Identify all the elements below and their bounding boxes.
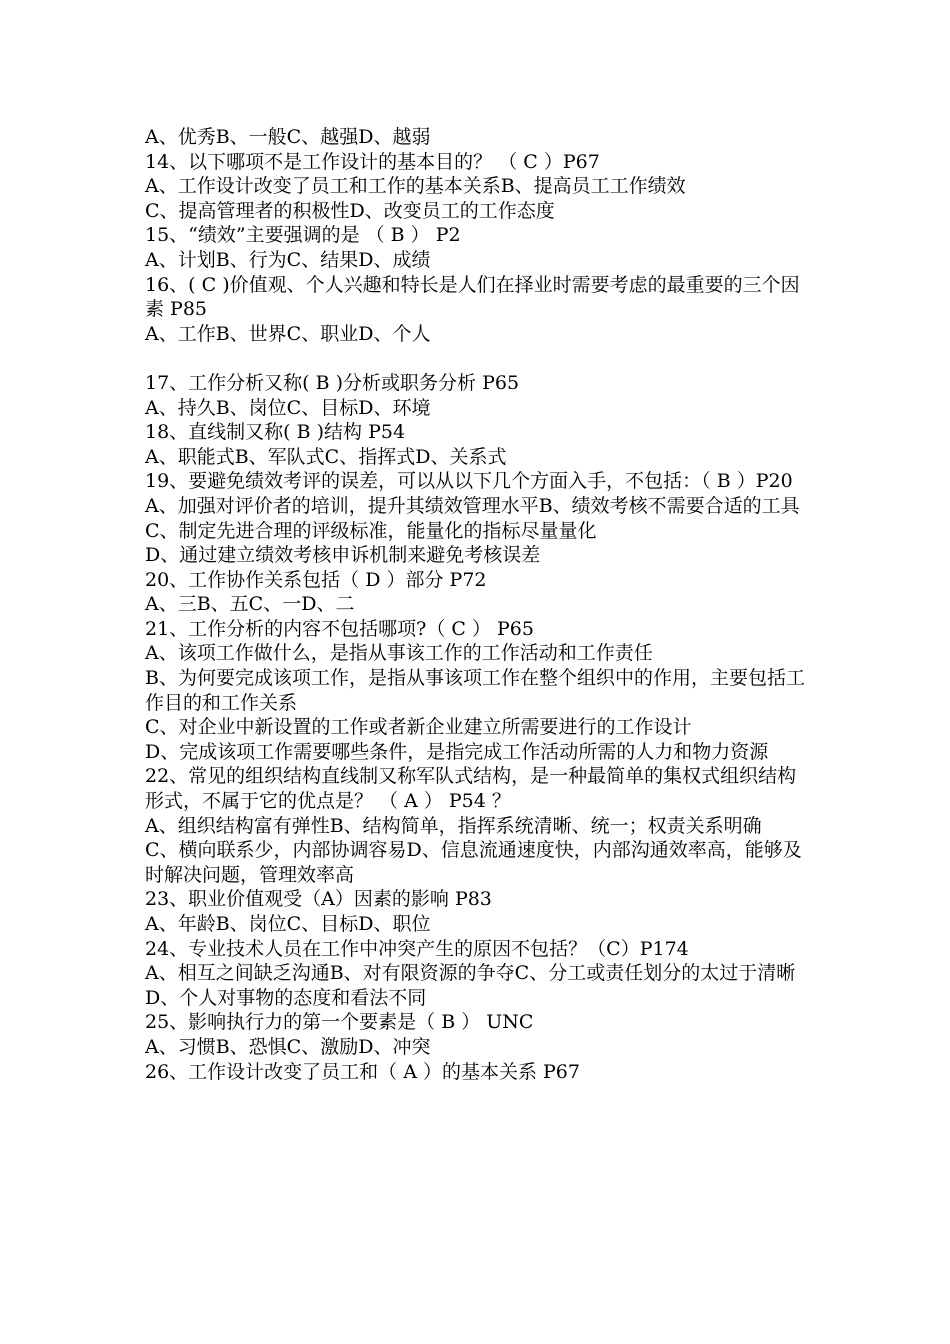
option-line: A、该项工作做什么，是指从事该工作的工作活动和工作责任 (145, 642, 653, 665)
option-line: A、工作B、世界C、职业D、个人 (145, 322, 431, 345)
question-19: 19、要避免绩效考评的误差，可以从以下几个方面入手，不包括：（ B ）P20 (145, 470, 793, 493)
option-line: A、相互之间缺乏沟通B、对有限资源的争夺C、分工或责任划分的太过于清晰 (145, 962, 796, 985)
option-line: D、完成该项工作需要哪些条件，是指完成工作活动所需的人力和物力资源 (145, 740, 769, 763)
option-line: C、制定先进合理的评级标准，能量化的指标尽量量化 (145, 519, 597, 542)
question-26: 26、工作设计改变了员工和（ A ）的基本关系 P67 (145, 1060, 580, 1083)
question-24: 24、专业技术人员在工作中冲突产生的原因不包括？（C）P174 (145, 937, 689, 960)
question-21: 21、工作分析的内容不包括哪项?（ C ） P65 (145, 617, 534, 640)
option-line: A、优秀B、一般C、越强D、越弱 (145, 126, 431, 148)
question-25: 25、影响执行力的第一个要素是（ B ） UNC (145, 1011, 534, 1034)
question-20: 20、工作协作关系包括（ D ）部分 P72 (145, 568, 487, 591)
option-line: D、通过建立绩效考核申诉机制来避免考核误差 (145, 544, 541, 567)
question-23: 23、职业价值观受（A）因素的影响 P83 (145, 888, 492, 911)
option-line: C、对企业中新设置的工作或者新企业建立所需要进行的工作设计 (145, 716, 692, 739)
option-line: A、年龄B、岗位C、目标D、职位 (145, 913, 431, 935)
option-line: A、职能式B、军队式C、指挥式D、关系式 (145, 445, 507, 468)
question-15: 15、“绩效”主要强调的是 （ B ） P2 (145, 224, 461, 247)
option-line: A、持久B、岗位C、目标D、环境 (145, 396, 431, 419)
option-line: A、三B、五C、一D、二 (145, 593, 355, 616)
option-line: B、为何要完成该项工作，是指从事该项工作在整个组织中的作用，主要包括工作目的和工作关系 (145, 667, 805, 714)
question-14: 14、以下哪项不是工作设计的基本目的？ （ C ）P67 (145, 150, 600, 173)
question-16: 16、( C )价值观、个人兴趣和特长是人们在择业时需要考虑的最重要的三个因素 P85 (145, 273, 800, 321)
blank-line (145, 346, 815, 371)
option-line: C、提高管理者的积极性D、改变员工的工作态度 (145, 199, 555, 222)
question-17: 17、工作分析又称( B )分析或职务分析 P65 (145, 371, 520, 394)
option-line: C、横向联系少，内部协调容易D、信息流通速度快，内部沟通效率高，能够及时解决问题，管理效率高 (145, 839, 802, 886)
question-list (145, 125, 815, 1084)
option-line: A、组织结构富有弹性B、结构简单，指挥系统清晰、统一；权责关系明确 (145, 814, 762, 837)
option-line: D、个人对事物的态度和看法不同 (145, 986, 427, 1009)
option-line: A、工作设计改变了员工和工作的基本关系B、提高员工工作绩效 (145, 175, 686, 198)
option-line: A、计划B、行为C、结果D、成绩 (145, 248, 431, 271)
question-18: 18、直线制又称( B )结构 P54 (145, 421, 406, 444)
option-line: A、加强对评价者的培训，提升其绩效管理水平B、绩效考核不需要合适的工具 (145, 494, 800, 517)
option-line: A、习惯B、恐惧C、激励D、冲突 (145, 1035, 431, 1058)
question-22: 22、常见的组织结构直线制又称军队式结构，是一种最简单的集权式组织结构形式，不属于它的优点是？ （ A ） P54 ？ (145, 765, 797, 813)
